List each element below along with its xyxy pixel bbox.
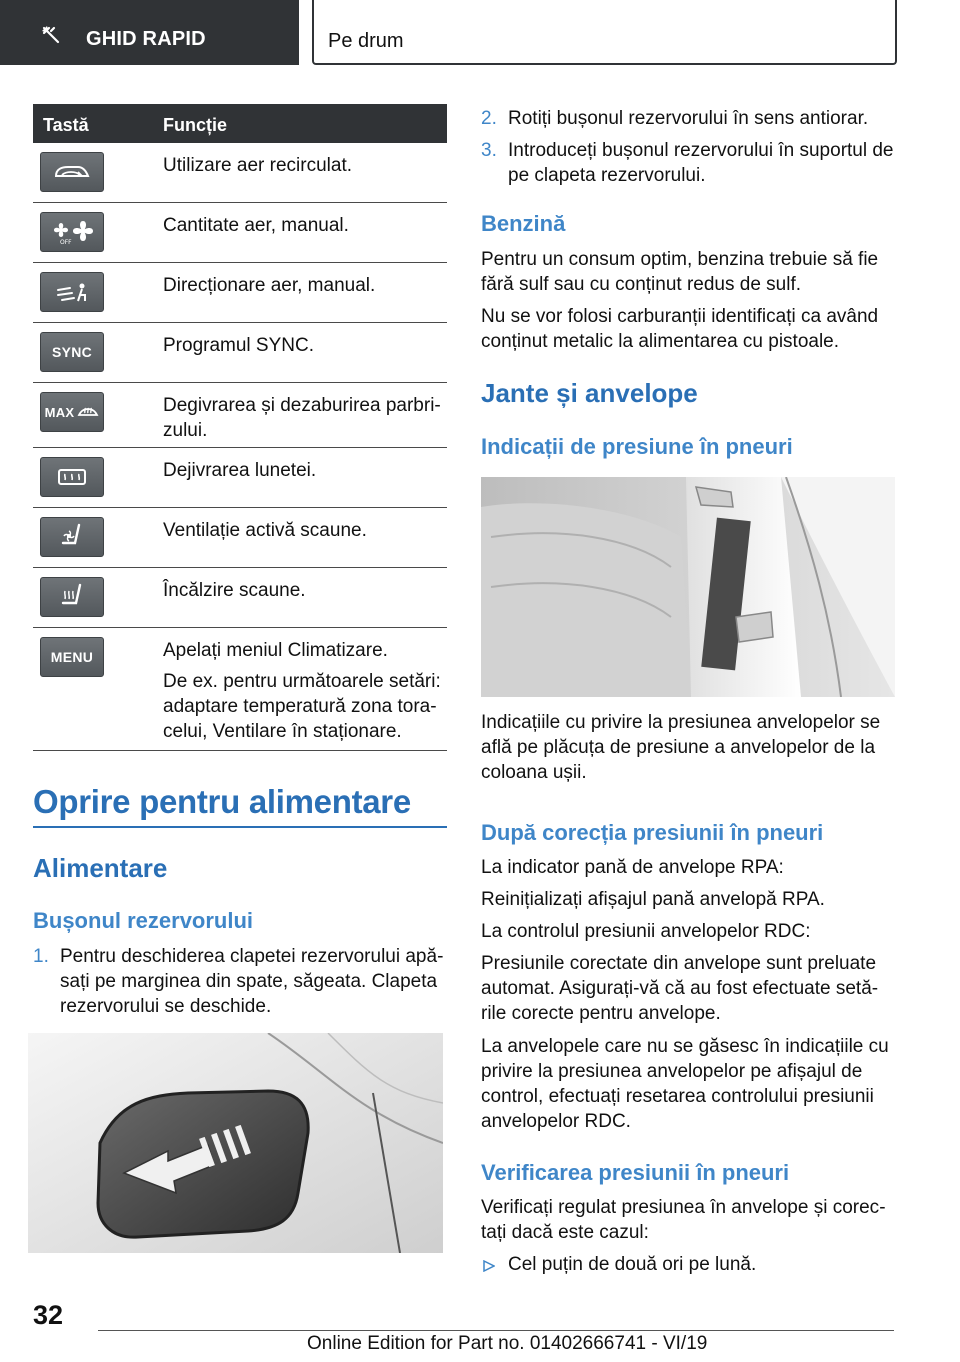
paragraph: Nu se vor folosi carburanții identificați ca având conținut metalic la alimentarea cu pistoale. [481, 306, 879, 352]
climate-keys-table [33, 104, 447, 751]
table-row [33, 383, 447, 448]
section-label: GHID RAPID [86, 28, 206, 50]
triangle-bullet-icon [483, 1260, 495, 1272]
max-key-label: MAX [44, 404, 75, 420]
table-row [33, 448, 447, 508]
subsection-heading: Verificarea presiunii în pneuri [481, 1160, 790, 1185]
sync-key-label: SYNC [51, 344, 93, 360]
table-row [33, 628, 447, 751]
paragraph: Verificați regulat presiunea în anvelope și corectați dacă este cazul: [481, 1197, 886, 1243]
seat-heating-icon [40, 577, 104, 617]
heading-rule [33, 826, 447, 828]
star-burst-icon [40, 24, 62, 46]
table-row [33, 508, 447, 568]
paragraph: La anvelopele care nu se găsesc în indicațiile cu privire la presiunea anvelopelor pe afișajul de control, efectuați resetarea controlului presiunii anvelopelor RDC. [481, 1036, 889, 1132]
step-number: 3. [481, 140, 497, 161]
paragraph: La indicator pană de anvelope RPA: [481, 857, 784, 878]
step-number: 2. [481, 108, 497, 129]
header-chapter-tab [312, 0, 897, 65]
rear-window-defrost-icon [40, 457, 104, 497]
col-key-header: Tastă [43, 115, 89, 135]
menu-key [40, 637, 104, 677]
subsection-heading: Benzină [481, 211, 566, 236]
svg-text:OFF: OFF [60, 239, 72, 245]
seat-ventilation-icon [40, 517, 104, 557]
step-text: Introduceți bușonul rezervorului în suportul de pe clapeta rezervorului. [508, 140, 894, 186]
menu-key-label: MENU [50, 649, 94, 665]
row-function-menu [163, 638, 447, 750]
edition-note: Online Edition for Part no. 01402666741 - VI/19 [307, 1333, 708, 1354]
paragraph: Presiunile corectate din anvelope sunt preluate automat. Asigurați-vă că au fost efectuate setările corecte pentru anvelope. [481, 953, 879, 1024]
air-recirculation-icon [40, 152, 104, 192]
row-function: Direcționare aer, manual. [163, 275, 376, 296]
table-row [33, 143, 447, 203]
section-heading: Alimentare [33, 853, 168, 883]
max-defrost-icon [40, 392, 104, 432]
page-number: 32 [33, 1300, 64, 1330]
tire-pressure-label-illustration [481, 477, 895, 697]
bullet-text: Cel puțin de două ori pe lună. [508, 1254, 757, 1275]
table-row [33, 203, 447, 263]
row-function-text: Apelați meniul Climatizare. [163, 640, 388, 661]
row-function: Programul SYNC. [163, 335, 314, 356]
row-function: Ventilație activă scaune. [163, 520, 367, 541]
air-distribution-icon [40, 272, 104, 312]
footer-rule [98, 1330, 894, 1331]
sync-key [40, 332, 104, 372]
header-section-tab [0, 0, 299, 65]
col-function-header: Funcție [163, 115, 228, 135]
main-heading: Oprire pentru alimentare [33, 783, 411, 820]
subsection-heading: Bușonul rezervorului [33, 908, 254, 933]
step-text: Rotiți bușonul rezervorului în sens antiorar. [508, 108, 869, 129]
paragraph: Indicațiile cu privire la presiunea anvelopelor se află pe plăcuța de presiune a anvelopelor de la coloana ușii. [481, 712, 881, 783]
paragraph: Reinițializați afișajul pană anvelopă RPA. [481, 889, 825, 910]
table-row [33, 568, 447, 628]
subsection-heading: După corecția presiunii în pneuri [481, 820, 824, 845]
step-item [481, 138, 895, 190]
table-row [33, 263, 447, 323]
paragraph: Pentru un consum optim, benzina trebuie să fie fără sulf sau cu conținut redus de sulf. [481, 249, 879, 295]
row-function-extra: De ex. pentru următoarele setări: adaptare temperatură zona toracelui, Ventilare în staționare. [163, 671, 441, 742]
fuel-flap-illustration [28, 1033, 443, 1253]
row-function: Utilizare aer recirculat. [163, 155, 352, 176]
row-function: Dejivrarea lunetei. [163, 460, 317, 481]
section-heading: Jante și anvelope [481, 378, 698, 408]
row-function: Degivrarea și dezaburirea parbrizului. [163, 395, 441, 441]
chapter-label: Pe drum [328, 30, 404, 52]
row-function: Cantitate aer, manual. [163, 215, 349, 236]
table-header [33, 104, 447, 143]
subsection-heading: Indicații de presiune în pneuri [481, 434, 793, 459]
step-item [481, 106, 895, 134]
step-text: Pentru deschiderea clapetei rezervorului apăsați pe marginea din spate, săgeata. Clapeta rezervorului se deschide. [60, 946, 444, 1017]
step-number: 1. [33, 946, 49, 967]
row-function: Încălzire scaune. [163, 580, 306, 601]
paragraph: La controlul presiunii anvelopelor RDC: [481, 921, 811, 942]
table-row [33, 323, 447, 383]
fan-speed-icon [40, 212, 104, 252]
step-item [33, 944, 447, 1024]
